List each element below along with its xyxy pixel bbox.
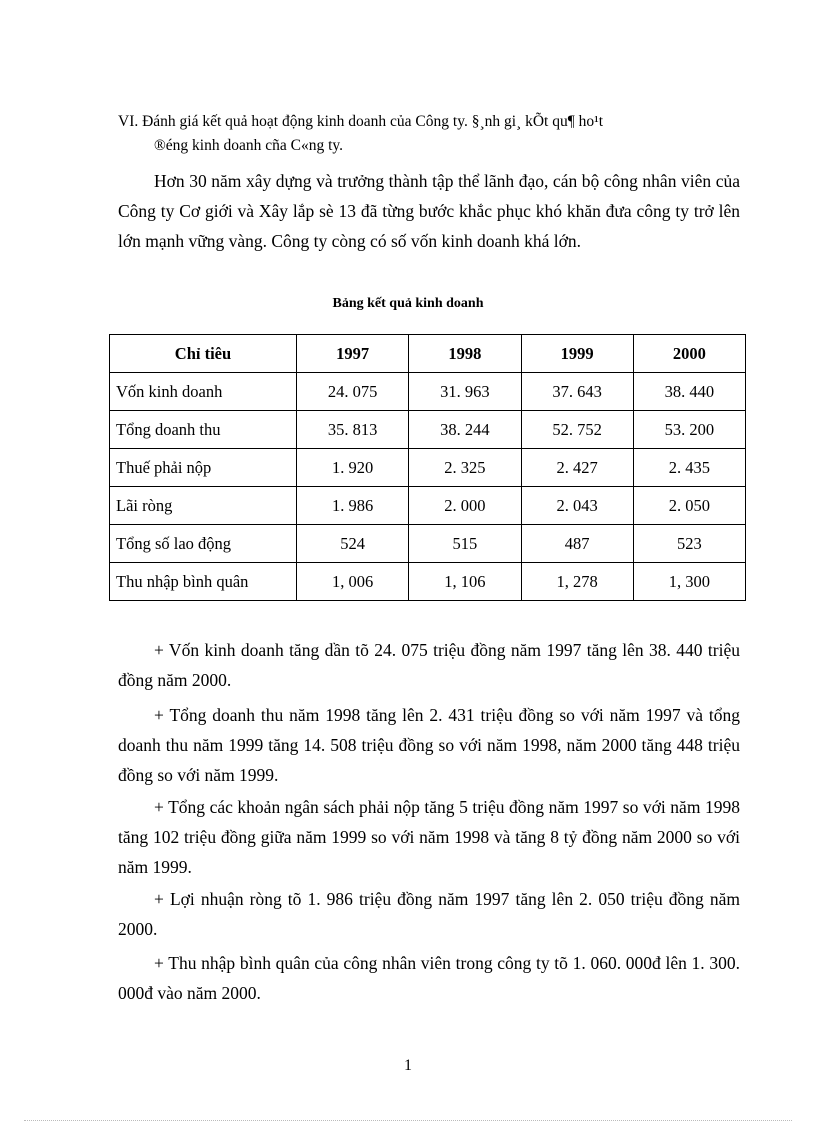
table-cell: 31. 963	[409, 373, 521, 411]
intro-text: Hơn 30 năm xây dựng và trưởng thành tập thể lãnh đạo, cán bộ công nhân viên của Công ty Cơ giới và Xây lắp sè 13 đã từng bước khắc phục khó khăn đưa công ty trở lên lớn mạnh vững vàng. Công ty còng có số vốn kinh doanh khá lớn.	[118, 171, 740, 251]
table-cell: 1, 278	[521, 563, 633, 601]
table-row	[110, 563, 746, 601]
section-heading-line-2: ®éng kinh doanh cña C«ng ty.	[154, 137, 343, 154]
table-cell: 2. 325	[409, 449, 521, 487]
table-header-row	[110, 335, 746, 373]
table-row	[110, 525, 746, 563]
table-cell: 38. 440	[633, 373, 745, 411]
bullet-paragraph	[118, 792, 740, 882]
table-cell: 35. 813	[297, 411, 409, 449]
row-label: Lãi ròng	[110, 487, 297, 525]
bullet-paragraph	[118, 884, 740, 944]
column-header: 1998	[409, 335, 521, 373]
table-cell: 53. 200	[633, 411, 745, 449]
bullet-text: + Thu nhập bình quân của công nhân viên trong công ty tõ 1. 060. 000đ lên 1. 300. 000đ vào năm 2000.	[118, 953, 740, 1003]
bullet-paragraph	[118, 948, 740, 1008]
table-cell: 1, 106	[409, 563, 521, 601]
table-cell: 37. 643	[521, 373, 633, 411]
row-label: Vốn kinh doanh	[110, 373, 297, 411]
table-cell: 38. 244	[409, 411, 521, 449]
table-row	[110, 487, 746, 525]
table-cell: 2. 000	[409, 487, 521, 525]
table-cell: 24. 075	[297, 373, 409, 411]
bullet-text: + Tổng doanh thu năm 1998 tăng lên 2. 431 triệu đồng so với năm 1997 và tổng doanh thu năm 1999 tăng 14. 508 triệu đồng so với năm 1998, năm 2000 tăng 448 triệu đồng so với năm 1999.	[118, 705, 740, 785]
table-cell: 2. 043	[521, 487, 633, 525]
table-cell: 52. 752	[521, 411, 633, 449]
row-label: Thuế phải nộp	[110, 449, 297, 487]
section-heading-line-1: VI. Đánh giá kết quả hoạt động kinh doanh của Công ty. §¸nh gi¸ kÕt qu¶ ho¹t	[118, 113, 604, 130]
column-header: 1997	[297, 335, 409, 373]
intro-paragraph	[118, 166, 740, 256]
table-cell: 487	[521, 525, 633, 563]
table-cell: 1. 986	[297, 487, 409, 525]
table-cell: 2. 435	[633, 449, 745, 487]
table-cell: 1, 006	[297, 563, 409, 601]
table-cell: 2. 427	[521, 449, 633, 487]
bullet-paragraph	[118, 635, 740, 695]
row-label: Tổng số lao động	[110, 525, 297, 563]
bullet-paragraph	[118, 700, 740, 790]
column-header: Chỉ tiêu	[110, 335, 297, 373]
table-cell: 1, 300	[633, 563, 745, 601]
table-title: Bảng kết quả kinh doanh	[332, 296, 484, 311]
bullet-text: + Tổng các khoản ngân sách phải nộp tăng 5 triệu đồng năm 1997 so với năm 1998 tăng 102 triệu đồng giữa năm 1999 so với năm 1998 và tăng 8 tỷ đồng năm 2000 so với năm 1999.	[118, 797, 740, 877]
bullet-text: + Lợi nhuận ròng tõ 1. 986 triệu đồng năm 1997 tăng lên 2. 050 triệu đồng năm 2000.	[118, 889, 740, 939]
table-cell: 2. 050	[633, 487, 745, 525]
table-row	[110, 373, 746, 411]
section-heading	[118, 110, 748, 158]
column-header: 1999	[521, 335, 633, 373]
row-label: Thu nhập bình quân	[110, 563, 297, 601]
table-cell: 524	[297, 525, 409, 563]
table-cell: 1. 920	[297, 449, 409, 487]
table-cell: 515	[409, 525, 521, 563]
results-table	[109, 334, 746, 601]
table-cell: 523	[633, 525, 745, 563]
table-row	[110, 411, 746, 449]
page-number: 1	[404, 1057, 412, 1074]
table-row	[110, 449, 746, 487]
column-header: 2000	[633, 335, 745, 373]
page-bottom-divider	[24, 1120, 792, 1121]
row-label: Tổng doanh thu	[110, 411, 297, 449]
bullet-text: + Vốn kinh doanh tăng dần tõ 24. 075 triệu đồng năm 1997 tăng lên 38. 440 triệu đồng năm 2000.	[118, 640, 740, 690]
